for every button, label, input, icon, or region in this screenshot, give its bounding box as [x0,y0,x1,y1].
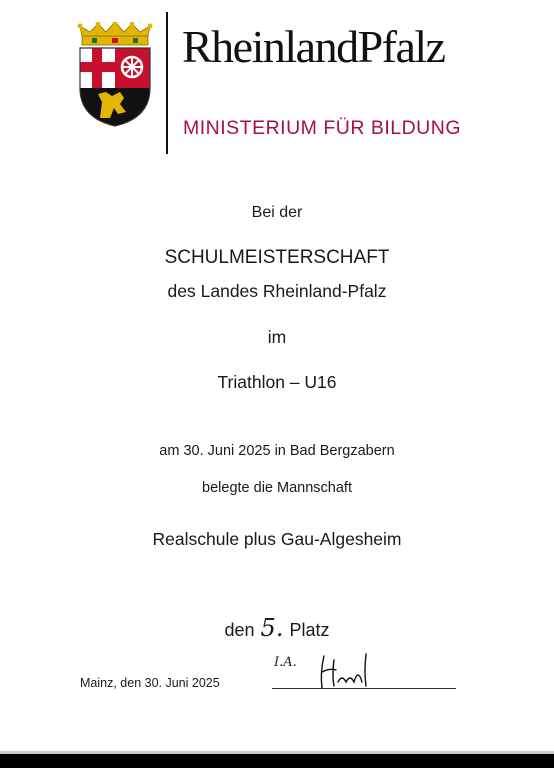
discipline-title: Triathlon – U16 [217,372,337,392]
placement-prefix: den [224,620,255,640]
ministry-title: MINISTERIUM FÜR BILDUNG [183,117,462,139]
team-intro-text: belegte die Mannschaft [202,480,352,496]
header-divider [166,12,168,154]
intro-text: Bei der [251,204,303,221]
coat-of-arms-logo [76,22,154,128]
handwritten-signature [270,646,390,694]
placement-suffix: Platz [289,620,330,640]
signature-prefix: I.A. [274,655,297,670]
preposition-text: im [267,327,287,347]
issue-date-place: Mainz, den 30. Juni 2025 [80,676,220,690]
placement-line [0,614,554,642]
event-date-location: am 30. Juni 2025 in Bad Bergzabern [159,443,395,459]
state-wordmark: RheinlandPfalz [182,21,445,72]
school-name: Realschule plus Gau-Algesheim [152,529,402,549]
bottom-border [0,752,554,768]
state-subtitle: des Landes Rheinland-Pfalz [167,281,387,301]
crown-icon [78,22,153,45]
signature-line [272,688,456,689]
placement-number: 5. [260,614,284,642]
championship-title: SCHULMEISTERSCHAFT [164,247,390,268]
